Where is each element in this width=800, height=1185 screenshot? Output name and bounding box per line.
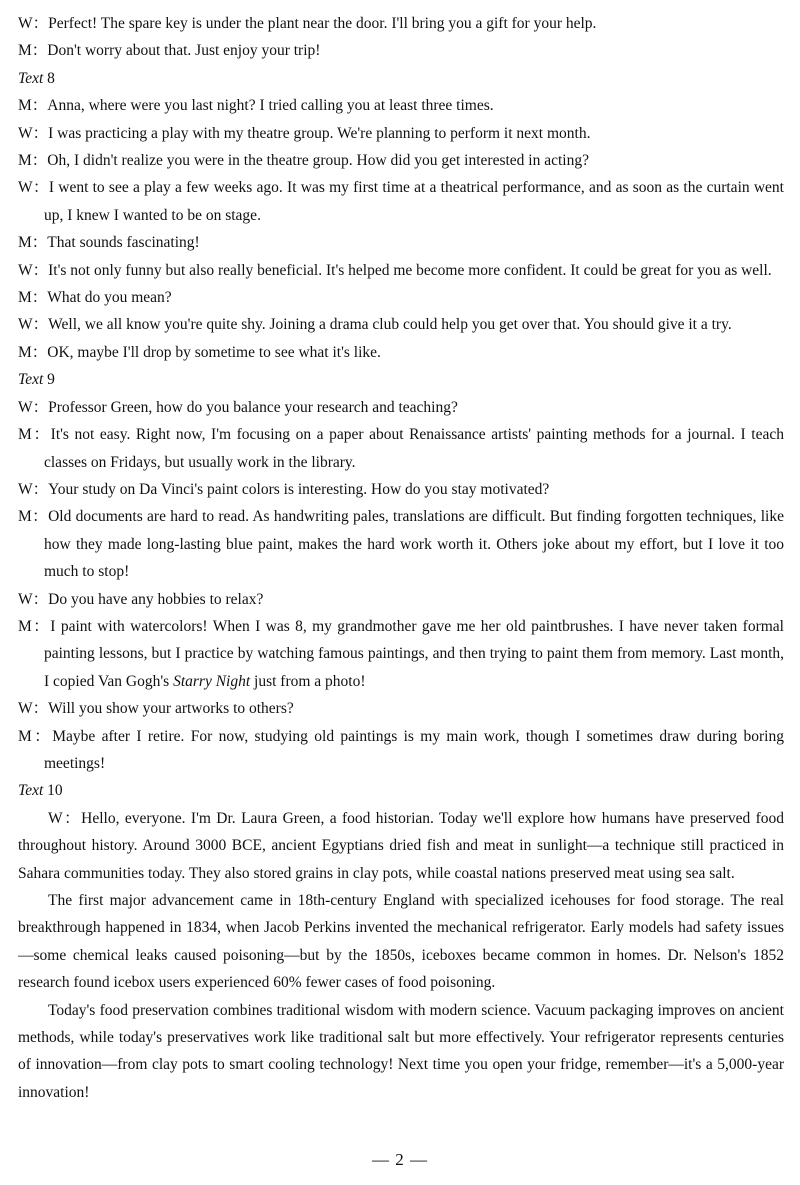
dialogue-text: Don't worry about that. Just enjoy your trip! [47, 42, 321, 60]
dialogue-line [18, 147, 784, 174]
dialogue-text: Do you have any hobbies to relax? [48, 590, 264, 608]
dialogue-text: Will you show your artworks to others? [48, 700, 294, 718]
dialogue-text: Well, we all know you're quite shy. Joining a drama club could help you get over that. You should give it a try. [48, 316, 732, 334]
speaker-label: W： [18, 15, 49, 32]
speaker-label: M： [18, 426, 51, 444]
page-number: — 2 — [372, 1150, 428, 1169]
dialogue-line [18, 613, 784, 695]
dialogue-text: It's not only funny but also really beneficial. It's helped me become more confident. It could be great for you as well. [48, 261, 772, 279]
speaker-label: W： [18, 480, 49, 498]
dialogue-line [18, 120, 784, 147]
speaker-label: M： [18, 727, 53, 745]
dialogue-text: What do you mean? [47, 289, 172, 307]
artwork-title: Starry Night [173, 672, 251, 690]
dialogue-text: I went to see a play a few weeks ago. It was my first time at a theatrical performance, and as soon as the curtain went up, I knew I wanted to be on stage. [44, 179, 784, 224]
document-page [18, 10, 784, 1106]
dialogue-line [18, 503, 784, 585]
monologue-paragraph: Today's food preservation combines traditional wisdom with modern science. Vacuum packaging improves on ancient methods, while today's preservatives work like traditional salt but more effectively. Your refrigerator represents centuries of innovation—from clay pots to smart cooling technology! Next time you open your fridge, remember—it's a 5,000-year innovation! [18, 1001, 784, 1101]
dialogue-line [18, 174, 784, 229]
dialogue-line [18, 586, 784, 613]
dialogue-line [18, 394, 784, 421]
speaker-label: M： [18, 289, 48, 307]
section-heading-text8: Text 8 [18, 69, 55, 87]
speaker-label: W： [18, 261, 49, 279]
dialogue-line [18, 37, 784, 64]
dialogue-text: Perfect! The spare key is under the plant near the door. I'll bring you a gift for your help. [48, 15, 597, 32]
dialogue-text: I was practicing a play with my theatre group. We're planning to perform it next month. [48, 124, 591, 142]
speaker-label: M： [18, 97, 48, 115]
dialogue-text: Your study on Da Vinci's paint colors is interesting. How do you stay motivated? [48, 480, 550, 498]
dialogue-line [18, 92, 784, 119]
speaker-label: M： [18, 508, 49, 526]
dialogue-text: Oh, I didn't realize you were in the theatre group. How did you get interested in acting? [47, 152, 589, 170]
speaker-label: W： [18, 700, 49, 718]
dialogue-line [18, 421, 784, 476]
dialogue-line [18, 339, 784, 366]
section-heading-text9: Text 9 [18, 371, 55, 389]
dialogue-line [18, 311, 784, 338]
dialogue-line [18, 229, 784, 256]
monologue-paragraph: W：Hello, everyone. I'm Dr. Laura Green, a food historian. Today we'll explore how humans have preserved food throughout history. Around 3000 BCE, ancient Egyptians dried fish and meat in sunlight—a technique still practiced in Sahara communities today. They also stored grains in clay pots, while coastal nations preserved meat using sea salt. [18, 809, 784, 882]
dialogue-text: OK, maybe I'll drop by sometime to see what it's like. [47, 343, 381, 361]
speaker-label: W： [18, 124, 49, 142]
speaker-label: M： [18, 617, 51, 635]
dialogue-text: Professor Green, how do you balance your research and teaching? [48, 398, 458, 416]
dialogue-text: It's not easy. Right now, I'm focusing on a paper about Renaissance artists' painting methods for a journal. I teach classes on Fridays, but usually work in the library. [44, 426, 784, 471]
dialogue-text: Anna, where were you last night? I tried calling you at least three times. [47, 97, 494, 115]
dialogue-line [18, 695, 784, 722]
speaker-label: W： [18, 179, 49, 197]
dialogue-text: Old documents are hard to read. As handwriting pales, translations are difficult. But finding forgotten techniques, like how they made long-lasting blue paint, makes the hard work worth it. Others joke about my effort, but I love it too much to stop! [44, 508, 784, 581]
dialogue-text: Maybe after I retire. For now, studying old paintings is my main work, though I sometimes draw during boring meetings! [44, 727, 784, 772]
dialogue-text: just from a photo! [250, 672, 366, 690]
speaker-label: M： [18, 234, 48, 252]
monologue-paragraph: The first major advancement came in 18th-century England with specialized icehouses for food storage. The real breakthrough happened in 1834, when Jacob Perkins invented the mechanical refrigerator. Early models had safety issues—some chemical leaks caused poisoning—but by the 1850s, iceboxes became common in homes. Dr. Nelson's 1852 research found icebox users experienced 60% fewer cases of food poisoning. [18, 892, 784, 992]
dialogue-line [18, 284, 784, 311]
dialogue-line [18, 723, 784, 778]
dialogue-line [18, 10, 784, 37]
dialogue-line [18, 476, 784, 503]
dialogue-text: That sounds fascinating! [47, 234, 200, 252]
dialogue-line [18, 257, 784, 284]
section-heading-text10: Text 10 [18, 782, 63, 800]
speaker-label: M： [18, 42, 48, 60]
dialogue-text: I paint with watercolors! When I was 8, my grandmother gave me her old paintbrushes. I have never taken formal painting lessons, but I practice by watching famous paintings, and then trying to paint them from memory. Last month, I copied Van Gogh's [44, 617, 784, 690]
speaker-label: W： [18, 590, 49, 608]
speaker-label: M： [18, 343, 48, 361]
speaker-label: W： [18, 316, 49, 334]
speaker-label: M： [18, 152, 48, 170]
speaker-label: W： [18, 398, 49, 416]
